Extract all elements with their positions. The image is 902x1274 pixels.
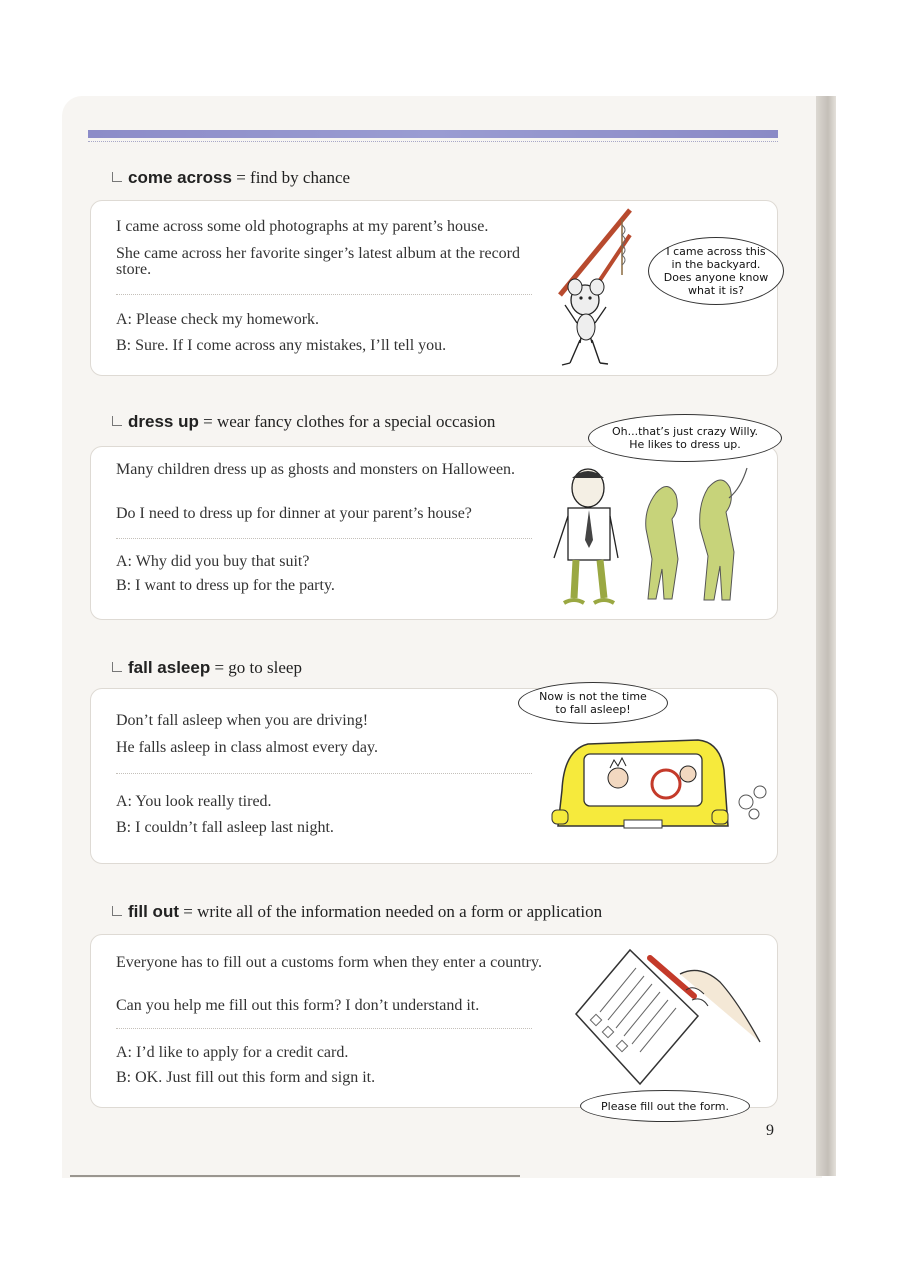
mouse-holding-ladder-illustration (540, 205, 650, 370)
dotted-separator (116, 538, 532, 539)
entry-definition: = find by chance (231, 168, 351, 187)
checkbox-icon (112, 662, 122, 672)
example-sentence: He falls asleep in class almost every day. (116, 739, 378, 756)
checkbox-icon (112, 416, 122, 426)
sleeping-driver-car-illustration (548, 730, 778, 840)
dialogue-line: B: I couldn’t fall asleep last night. (116, 819, 334, 836)
checkbox-icon (112, 906, 122, 916)
page-number: 9 (766, 1122, 774, 1139)
entry-heading-come-across (112, 168, 350, 188)
entry-term: fall asleep (128, 658, 211, 677)
bottom-rule (70, 1175, 520, 1177)
dialogue-line: A: You look really tired. (116, 793, 272, 810)
speech-bubble (588, 414, 782, 462)
example-sentence: I came across some old photographs at my parent’s house. (116, 218, 489, 235)
entry-term: come across (128, 168, 232, 187)
speech-bubble-text: Now is not the time to fall asleep! (539, 690, 647, 716)
hand-filling-form-illustration (570, 944, 770, 1094)
example-sentence: Can you help me fill out this form? I don’t understand it. (116, 997, 480, 1014)
speech-bubble (518, 682, 668, 724)
example-sentence: Don’t fall asleep when you are driving! (116, 712, 369, 729)
header-dotted-rule (88, 141, 778, 142)
example-sentence: She came across her favorite singer’s latest album at the record store. (116, 245, 520, 278)
dialogue-line: B: I want to dress up for the party. (116, 577, 335, 594)
dialogue-line: A: I’d like to apply for a credit card. (116, 1044, 349, 1061)
dotted-separator (116, 294, 532, 295)
speech-bubble-text: I came across this in the backyard. Does anyone know what it is? (663, 245, 769, 297)
example-sentence: Many children dress up as ghosts and monsters on Halloween. (116, 461, 516, 478)
example-sentence: Everyone has to fill out a customs form when they enter a country. (116, 954, 542, 971)
entry-definition: = go to sleep (210, 658, 302, 677)
dotted-separator (116, 773, 532, 774)
dialogue-line: A: Please check my homework. (116, 311, 320, 328)
example-sentence: Do I need to dress up for dinner at your parent’s house? (116, 505, 472, 522)
entry-definition: = write all of the information needed on a form or application (178, 902, 603, 921)
halloween-costumes-illustration (548, 458, 768, 613)
speech-bubble (580, 1090, 750, 1122)
entry-term: fill out (128, 902, 179, 921)
dialogue-line: B: Sure. If I come across any mistakes, I’ll tell you. (116, 337, 447, 354)
dialogue-line: A: Why did you buy that suit? (116, 553, 310, 570)
dialogue-line: B: OK. Just fill out this form and sign it. (116, 1069, 376, 1086)
entry-heading-dress-up (112, 412, 495, 432)
entry-heading-fall-asleep (112, 658, 302, 678)
entry-heading-fill-out (112, 902, 602, 922)
entry-term: dress up (128, 412, 199, 431)
entry-definition: = wear fancy clothes for a special occasion (198, 412, 496, 431)
checkbox-icon (112, 172, 122, 182)
speech-bubble (648, 237, 784, 305)
book-spine-shadow (816, 96, 836, 1176)
speech-bubble-text: Please fill out the form. (601, 1099, 729, 1113)
header-bar (88, 130, 778, 138)
speech-bubble-text: Oh...that’s just crazy Willy. He likes to dress up. (611, 425, 759, 451)
dotted-separator (116, 1028, 532, 1029)
